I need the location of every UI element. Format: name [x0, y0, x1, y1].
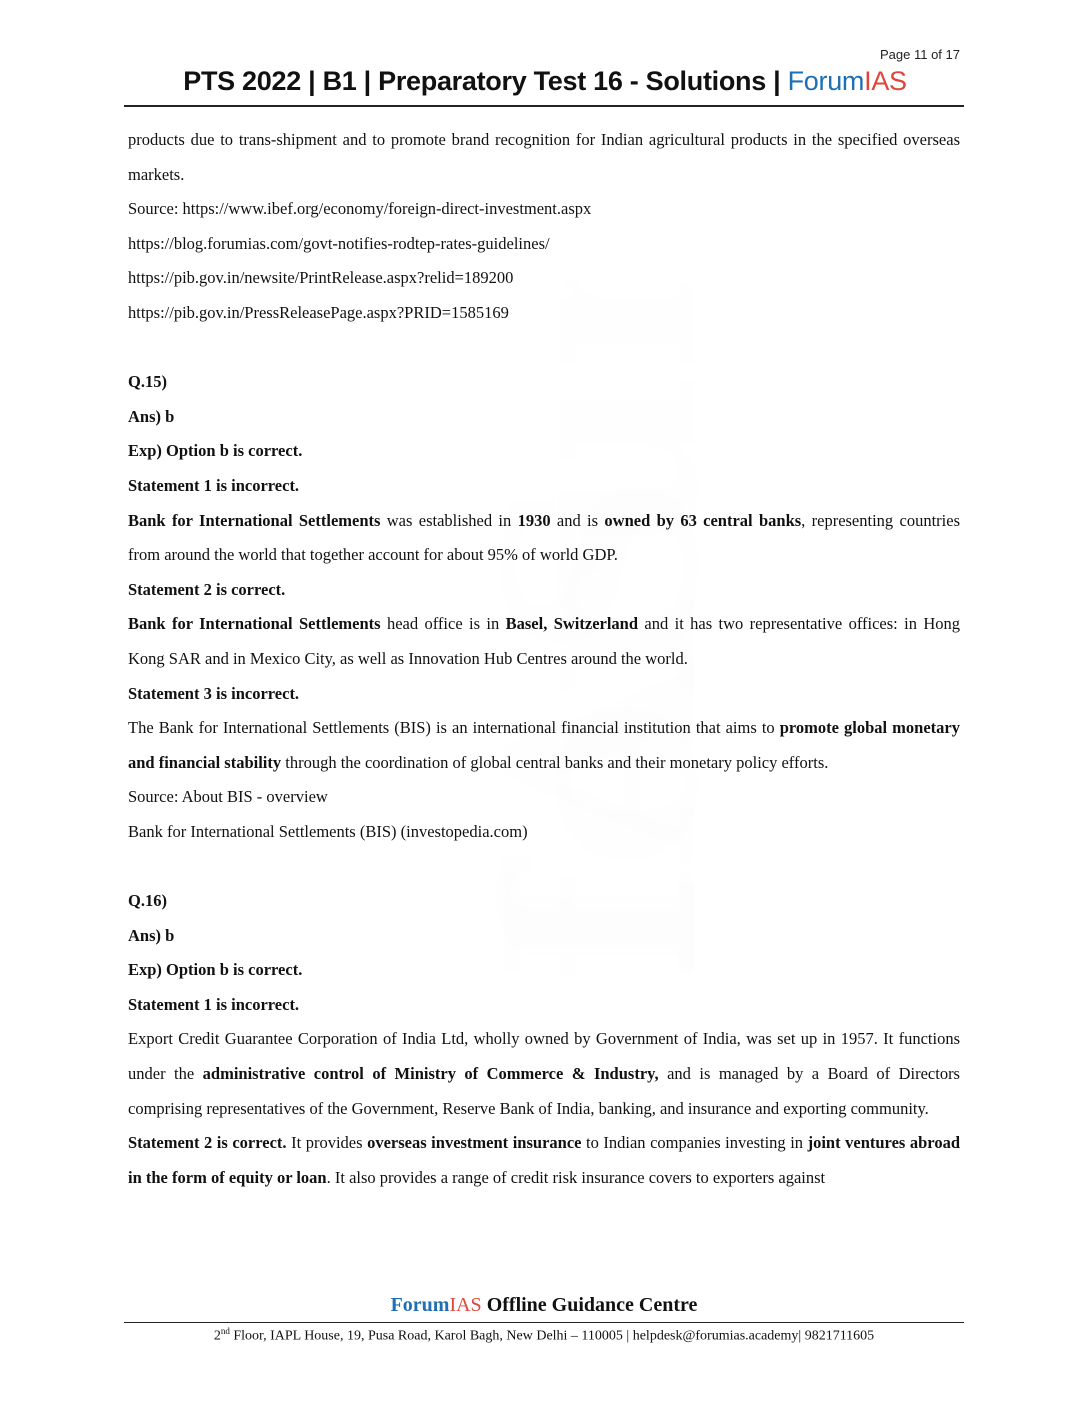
document-title — [128, 66, 962, 97]
statement-paragraph: The Bank for International Settlements (BIS) is an international financial institution that aims to promote global monetary and financial stability through the coordination of global central banks and their monetary policy efforts. — [128, 718, 960, 772]
statement-heading: Statement 1 is incorrect. — [128, 475, 300, 495]
source-link: https://blog.forumias.com/govt-notifies-rodtep-rates-guidelines/ — [128, 233, 550, 253]
source-link: Bank for International Settlements (BIS) (investopedia.com) — [128, 821, 528, 841]
explanation: Exp) Option b is correct. — [128, 441, 303, 461]
source-link: Source: About BIS - overview — [128, 787, 328, 807]
brand-forum: Forum — [787, 66, 865, 96]
footer-rule — [124, 1322, 964, 1323]
source-link: https://pib.gov.in/PressReleasePage.aspx?PRID=1585169 — [128, 302, 509, 322]
explanation: Exp) Option b is correct. — [128, 960, 303, 980]
statement-paragraph: Bank for International Settlements head office is in Basel, Switzerland and it has two representative offices: in Hong Kong SAR and in Mexico City, as well as Innovation Hub Centres around the world. — [128, 614, 960, 668]
statement-heading: Statement 2 is correct. — [128, 579, 286, 599]
intro-paragraph: products due to trans-shipment and to promote brand recognition for Indian agricultural products in the specified overseas markets. — [128, 130, 960, 184]
page-number: Page 11 of 17 — [880, 47, 960, 62]
answer: Ans) b — [128, 925, 175, 945]
answer: Ans) b — [128, 406, 175, 426]
source-link: https://pib.gov.in/newsite/PrintRelease.aspx?relid=189200 — [128, 268, 514, 288]
statement-heading: Statement 1 is incorrect. — [128, 994, 300, 1014]
page-content — [128, 123, 960, 1195]
statement-paragraph: Export Credit Guarantee Corporation of India Ltd, wholly owned by Government of India, was set up in 1957. It functions under the administrative control of Ministry of Commerce & Industry, and is managed by a Board of Directors comprising representatives of the Government, Reserve Bank of India, banking, and insurance and exporting community. — [128, 1029, 960, 1118]
footer-title: ForumIAS Offline Guidance Centre — [390, 1294, 698, 1316]
title-text: PTS 2022 | B1 | Preparatory Test 16 - Solutions | — [183, 66, 788, 96]
source-link: Source: https://www.ibef.org/economy/foreign-direct-investment.aspx — [128, 199, 592, 219]
statement-paragraph: Statement 2 is correct. It provides overseas investment insurance to Indian companies investing in joint ventures abroad in the form of equity or loan. It also provides a range of credit risk insurance covers to exporters against — [128, 1133, 960, 1187]
footer-address: 2nd Floor, IAPL House, 19, Pusa Road, Karol Bagh, New Delhi – 110005 | helpdesk@forumias.academy| 9821711605 — [213, 1326, 875, 1344]
header-rule — [124, 105, 964, 107]
statement-heading: Statement 3 is incorrect. — [128, 683, 300, 703]
question-number: Q.16) — [128, 891, 167, 911]
brand-ias: IAS — [864, 66, 907, 96]
question-number: Q.15) — [128, 372, 167, 392]
statement-paragraph: Bank for International Settlements was established in 1930 and is owned by 63 central banks, representing countries from around the world that together account for about 95% of world GDP. — [128, 510, 960, 565]
